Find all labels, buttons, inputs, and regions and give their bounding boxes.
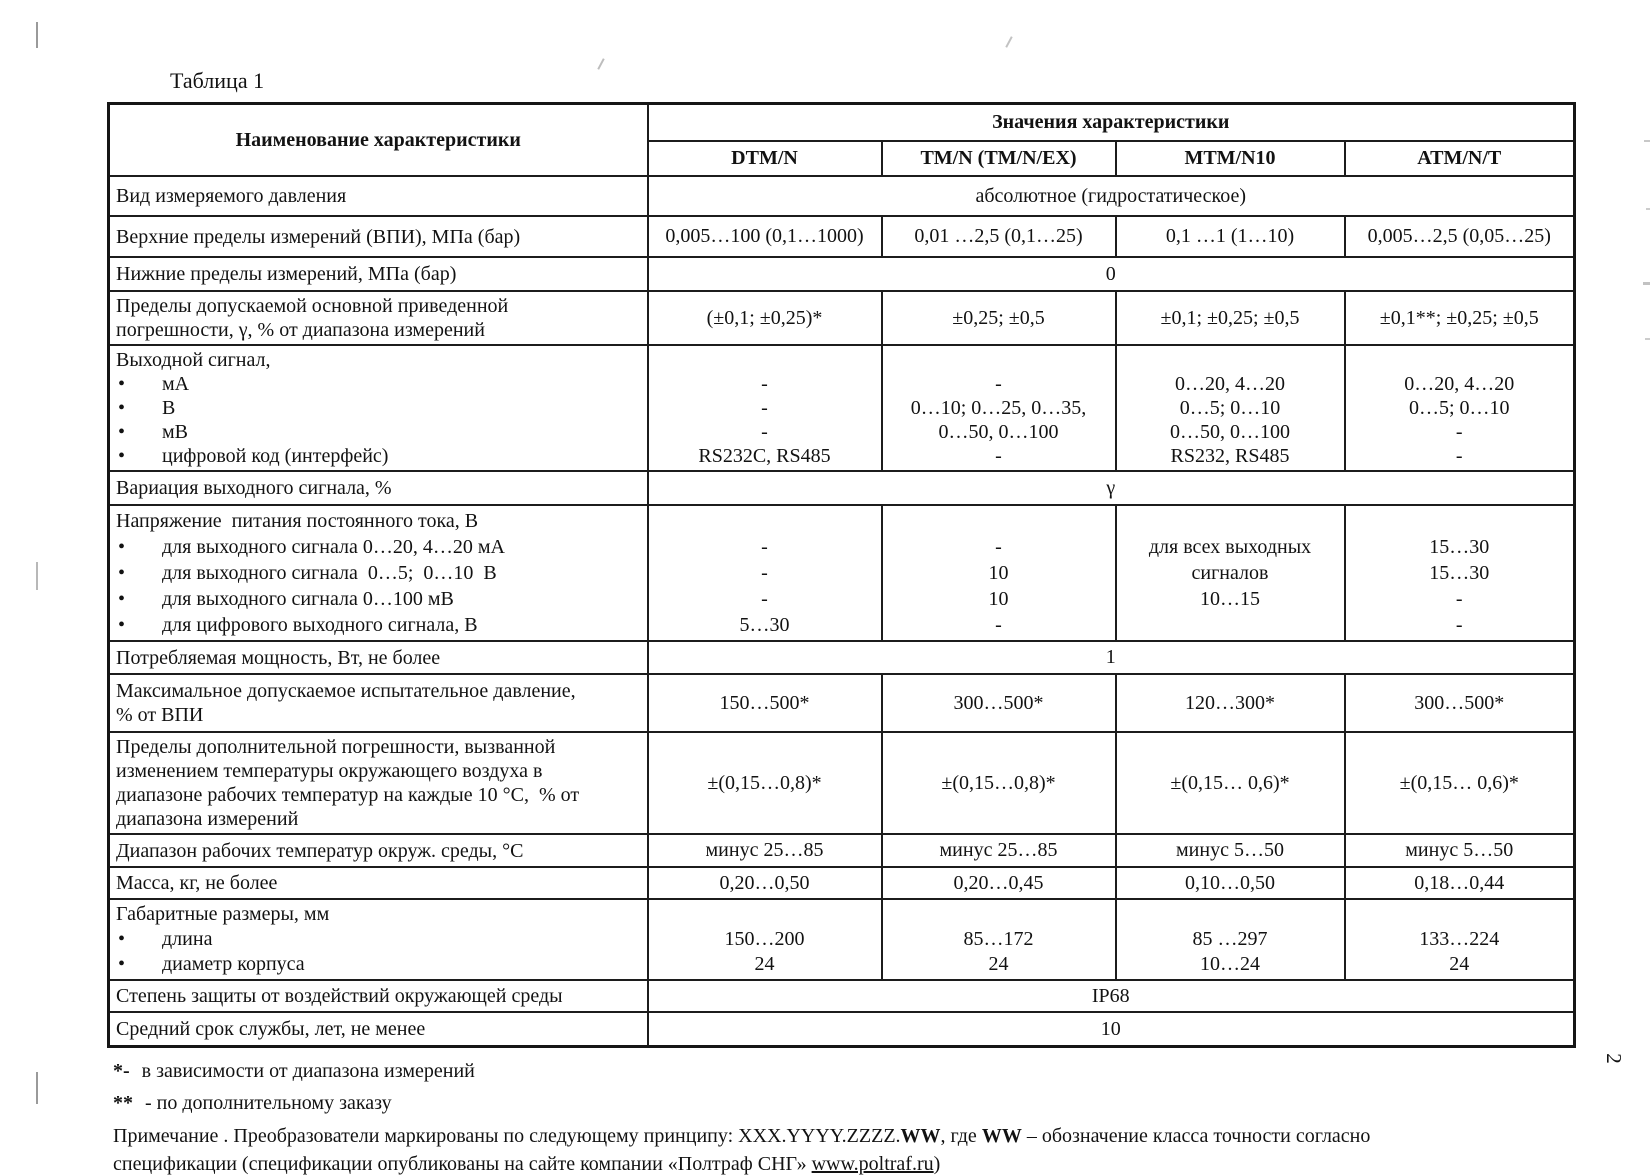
table-row (109, 291, 1575, 345)
value-cell-dtmn: - - - 5…30 (648, 505, 882, 641)
table-row (109, 980, 1575, 1012)
table-caption: Таблица 1 (170, 68, 265, 93)
footnote-star-marker: *- (113, 1060, 130, 1082)
value-cell-span: 1 (648, 641, 1575, 674)
value-cell-atmnt: 0,18…0,44 (1345, 867, 1575, 899)
row-name-cell: Вид измеряемого давления (109, 176, 648, 216)
table-row (109, 505, 1575, 641)
scan-artifact (36, 1072, 38, 1104)
bullet-label: для выходного сигнала 0…5; 0…10 В (162, 562, 497, 584)
value-cell-tmn: 0,01 …2,5 (0,1…25) (882, 216, 1116, 257)
footnote-double-star-text: - по дополнительному заказу (145, 1092, 392, 1114)
value-cell-atmnt: минус 5…50 (1345, 834, 1575, 867)
value-cell-mtmn10: для всех выходных сигналов 10…15 (1116, 505, 1345, 641)
value-cell-dtmn: - - - RS232C, RS485 (648, 345, 882, 471)
header-col-tmn: TM/N (TM/N/EX) (882, 141, 1116, 176)
value-cell-span: 0 (648, 257, 1575, 291)
poltraf-link[interactable]: www.poltraf.ru (811, 1153, 934, 1175)
value-cell-dtmn: минус 25…85 (648, 834, 882, 867)
bullet-icon: • (118, 421, 126, 443)
value-cell-mtmn10: ±(0,15… 0,6)* (1116, 732, 1345, 834)
scan-artifact (1646, 208, 1650, 210)
value-cell-tmn: - 0…10; 0…25, 0…35, 0…50, 0…100 - (882, 345, 1116, 471)
row-name-cell: Средний срок службы, лет, не менее (109, 1012, 648, 1047)
bullet-icon: • (118, 614, 126, 636)
value-cell-tmn: ±(0,15…0,8)* (882, 732, 1116, 834)
table-row (109, 176, 1575, 216)
bullet-icon: • (118, 373, 126, 395)
table-row (109, 471, 1575, 505)
bullet-icon: • (118, 588, 126, 610)
row-name-cell: Потребляемая мощность, Вт, не более (109, 641, 648, 674)
footnote-star (113, 1058, 1573, 1084)
scan-artifact (1645, 338, 1650, 340)
page-number: 2 (1601, 1053, 1626, 1064)
bullet-icon: • (118, 536, 126, 558)
value-cell-tmn: - 10 10 - (882, 505, 1116, 641)
value-cell-tmn: 0,20…0,45 (882, 867, 1116, 899)
value-cell-atmnt: ±0,1**; ±0,25; ±0,5 (1345, 291, 1575, 345)
scan-artifact (36, 22, 38, 48)
row-name-cell: Пределы дополнительной погрешности, вызванной изменением температуры окружающего воздуха в диапазоне рабочих температур на каждые 10 °С, % от диапазона измерений (109, 732, 648, 834)
table-header-row-1 (109, 104, 1575, 142)
value-cell-atmnt: 0…20, 4…20 0…5; 0…10 - - (1345, 345, 1575, 471)
row-name-cell: Напряжение питания постоянного тока, В • для выходного сигнала 0…20, 4…20 мА • для выходного сигнала 0…5; 0…10 В • для выходного сигнала 0…100 мВ • для цифрового выходного сигнала, В (109, 505, 648, 641)
row-name-cell: Нижние пределы измерений, МПа (бар) (109, 257, 648, 291)
value-cell-atmnt: 133…224 24 (1345, 899, 1575, 980)
value-cell-dtmn: (±0,1; ±0,25)* (648, 291, 882, 345)
table-row (109, 641, 1575, 674)
value-cell-span: γ (648, 471, 1575, 505)
value-cell-span: абсолютное (гидростатическое) (648, 176, 1575, 216)
header-col-dtmn: DTM/N (648, 141, 882, 176)
spec-table (107, 102, 1576, 1048)
value-cell-atmnt: 0,005…2,5 (0,05…25) (1345, 216, 1575, 257)
row-name-cell: Диапазон рабочих температур окруж. среды, °С (109, 834, 648, 867)
bullet-label: для цифрового выходного сигнала, В (162, 614, 478, 636)
bullet-icon: • (118, 562, 126, 584)
bullet-icon: • (118, 445, 126, 467)
scan-artifact (1644, 140, 1650, 142)
row-name-cell: Верхние пределы измерений (ВПИ), МПа (бар) (109, 216, 648, 257)
value-cell-dtmn: 0,20…0,50 (648, 867, 882, 899)
value-cell-dtmn: 150…500* (648, 674, 882, 732)
value-cell-mtmn10: 85 …297 10…24 (1116, 899, 1345, 980)
value-cell-atmnt: 300…500* (1345, 674, 1575, 732)
scan-artifact (1643, 282, 1650, 285)
value-cell-atmnt: 15…30 15…30 - - (1345, 505, 1575, 641)
value-cell-tmn: минус 25…85 (882, 834, 1116, 867)
table-row (109, 674, 1575, 732)
value-cell-mtmn10: 120…300* (1116, 674, 1345, 732)
scan-artifact (36, 562, 38, 590)
row-name-cell: Вариация выходного сигнала, % (109, 471, 648, 505)
value-cell-mtmn10: 0,10…0,50 (1116, 867, 1345, 899)
header-col-mtmn10: MTM/N10 (1116, 141, 1345, 176)
row-name-cell: Выходной сигнал, • мА • В • мВ • цифровой код (интерфейс) (109, 345, 648, 471)
table-row (109, 257, 1575, 291)
row-name-cell: Максимальное допускаемое испытательное давление, % от ВПИ (109, 674, 648, 732)
table-row (109, 216, 1575, 257)
bullet-label: цифровой код (интерфейс) (162, 445, 389, 467)
value-cell-mtmn10: 0,1 …1 (1…10) (1116, 216, 1345, 257)
row-name-cell: Степень защиты от воздействий окружающей среды (109, 980, 648, 1012)
bullet-label: диаметр корпуса (162, 953, 305, 975)
scan-artifact (1005, 36, 1012, 48)
bullet-label: мА (162, 373, 190, 395)
footnote-star-text: в зависимости от диапазона измерений (141, 1060, 475, 1082)
bullet-label: мВ (162, 421, 188, 443)
value-cell-span: IP68 (648, 980, 1575, 1012)
note-paragraph: Примечание . Преобразователи маркированы по следующему принципу: XXX.YYYY.ZZZZ.WW, где WW – обозначение класса точности согласно спецификации (спецификации опубликованы на сайте компании «Полтраф СНГ» www.poltraf.ru) (113, 1125, 1371, 1175)
footnote-double-star-marker: ** (113, 1092, 133, 1114)
bullet-label: для выходного сигнала 0…20, 4…20 мА (162, 536, 505, 558)
bullet-label: длина (162, 928, 213, 950)
table-row (109, 345, 1575, 471)
bullet-icon: • (118, 928, 126, 950)
header-name-col: Наименование характеристики (109, 104, 648, 177)
bullet-label: для выходного сигнала 0…100 мВ (162, 588, 454, 610)
value-cell-tmn: 300…500* (882, 674, 1116, 732)
value-cell-tmn: ±0,25; ±0,5 (882, 291, 1116, 345)
bullet-icon: • (118, 953, 126, 975)
value-cell-atmnt: ±(0,15… 0,6)* (1345, 732, 1575, 834)
table-row (109, 899, 1575, 980)
value-cell-mtmn10: ±0,1; ±0,25; ±0,5 (1116, 291, 1345, 345)
table-row (109, 834, 1575, 867)
value-cell-dtmn: ±(0,15…0,8)* (648, 732, 882, 834)
value-cell-tmn: 85…172 24 (882, 899, 1116, 980)
table-row (109, 1012, 1575, 1047)
header-values-group: Значения характеристики (648, 104, 1575, 142)
table-row (109, 732, 1575, 834)
header-col-atmnt: ATM/N/T (1345, 141, 1575, 176)
value-cell-mtmn10: минус 5…50 (1116, 834, 1345, 867)
row-name-cell: Масса, кг, не более (109, 867, 648, 899)
value-cell-mtmn10: 0…20, 4…20 0…5; 0…10 0…50, 0…100 RS232, RS485 (1116, 345, 1345, 471)
value-cell-span: 10 (648, 1012, 1575, 1047)
value-cell-dtmn: 150…200 24 (648, 899, 882, 980)
table-row (109, 867, 1575, 899)
footnotes (107, 1058, 1573, 1175)
bullet-icon: • (118, 397, 126, 419)
row-name-cell: Пределы допускаемой основной приведенной погрешности, γ, % от диапазона измерений (109, 291, 648, 345)
row-name-cell: Габаритные размеры, мм • длина • диаметр корпуса (109, 899, 648, 980)
bullet-label: В (162, 397, 176, 419)
value-cell-dtmn: 0,005…100 (0,1…1000) (648, 216, 882, 257)
footnote-double-star (113, 1090, 1573, 1116)
